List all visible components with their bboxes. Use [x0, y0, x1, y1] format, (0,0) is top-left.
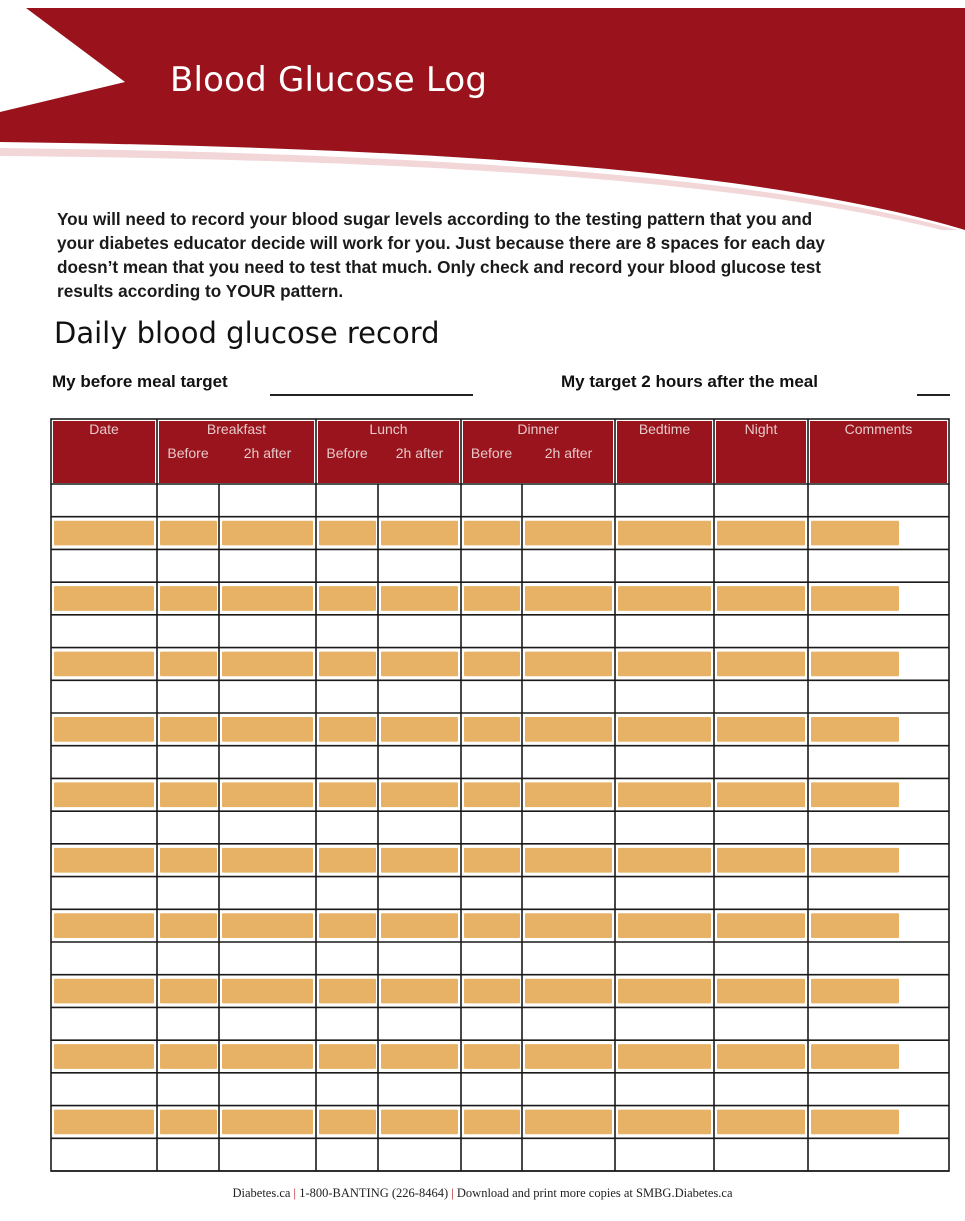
log-cell[interactable]: [808, 680, 949, 713]
row-stripe: [618, 913, 711, 938]
row-stripe: [811, 1044, 899, 1069]
row-stripe: [160, 521, 217, 546]
log-cell[interactable]: [157, 1073, 219, 1106]
log-cell[interactable]: [378, 1073, 461, 1106]
row-stripe: [319, 913, 376, 938]
log-cell[interactable]: [316, 877, 378, 910]
row-stripe: [160, 913, 217, 938]
log-cell[interactable]: [157, 942, 219, 975]
row-stripe: [222, 521, 313, 546]
log-cell[interactable]: [615, 942, 714, 975]
log-cell[interactable]: [522, 1073, 615, 1106]
header-label-night: Night: [744, 421, 778, 437]
log-cell[interactable]: [219, 615, 316, 648]
row-stripe: [618, 586, 711, 611]
log-cell[interactable]: [378, 942, 461, 975]
row-stripe: [160, 782, 217, 807]
log-cell[interactable]: [615, 1138, 714, 1171]
row-stripe: [54, 979, 154, 1004]
log-cell[interactable]: [461, 942, 522, 975]
footer-site: Diabetes.ca: [232, 1186, 291, 1200]
header-sublabel-lunch-2h-after: 2h after: [395, 445, 444, 461]
header-label-bedtime: Bedtime: [638, 421, 691, 437]
log-cell[interactable]: [378, 615, 461, 648]
log-cell[interactable]: [808, 1073, 949, 1106]
footer-separator: |: [293, 1186, 300, 1200]
row-stripe: [464, 521, 520, 546]
row-stripe: [160, 652, 217, 677]
table-header: [53, 421, 947, 483]
log-cell[interactable]: [51, 549, 157, 582]
log-cell[interactable]: [522, 746, 615, 779]
row-stripe: [717, 1110, 805, 1135]
before-meal-target-label: My before meal target: [52, 372, 228, 391]
row-stripe: [222, 1110, 313, 1135]
row-stripe: [525, 586, 612, 611]
footer: [0, 1186, 965, 1201]
row-stripe: [222, 717, 313, 742]
row-stripe: [222, 782, 313, 807]
row-stripe: [381, 979, 458, 1004]
log-cell[interactable]: [51, 877, 157, 910]
log-cell[interactable]: [378, 1007, 461, 1040]
row-stripe: [222, 979, 313, 1004]
row-stripe: [464, 717, 520, 742]
log-cell[interactable]: [157, 680, 219, 713]
row-stripe: [464, 848, 520, 873]
log-cell[interactable]: [51, 746, 157, 779]
row-stripe: [717, 979, 805, 1004]
row-stripe: [525, 1044, 612, 1069]
log-cell[interactable]: [316, 746, 378, 779]
row-stripe: [464, 979, 520, 1004]
log-cell[interactable]: [714, 877, 808, 910]
table-row: [51, 680, 949, 713]
row-stripe: [717, 913, 805, 938]
table-row: [51, 1106, 949, 1139]
table-row: [51, 648, 949, 681]
log-cell[interactable]: [219, 1073, 316, 1106]
row-stripe: [319, 979, 376, 1004]
row-stripe: [717, 652, 805, 677]
log-cell[interactable]: [219, 1007, 316, 1040]
row-stripe: [464, 782, 520, 807]
header-sublabel-dinner-2h-after: 2h after: [544, 445, 593, 461]
header-label-lunch: Lunch: [369, 421, 408, 437]
log-cell[interactable]: [808, 877, 949, 910]
log-cell[interactable]: [378, 811, 461, 844]
table-row: [51, 909, 949, 942]
log-cell[interactable]: [522, 1138, 615, 1171]
row-stripe: [319, 717, 376, 742]
row-stripe: [54, 913, 154, 938]
row-stripe: [160, 1044, 217, 1069]
log-cell[interactable]: [522, 615, 615, 648]
table-row: [51, 1138, 949, 1171]
row-stripe: [811, 652, 899, 677]
row-stripe: [464, 1110, 520, 1135]
row-stripe: [319, 782, 376, 807]
log-cell[interactable]: [51, 942, 157, 975]
table-row: [51, 484, 949, 517]
log-cell[interactable]: [522, 942, 615, 975]
page-title: Blood Glucose Log: [170, 60, 488, 100]
log-cell[interactable]: [51, 680, 157, 713]
row-stripe: [811, 979, 899, 1004]
header-sublabel-breakfast-2h-after: 2h after: [243, 445, 292, 461]
row-stripe: [160, 717, 217, 742]
log-cell[interactable]: [157, 877, 219, 910]
log-cell[interactable]: [378, 746, 461, 779]
log-cell[interactable]: [522, 484, 615, 517]
row-stripe: [319, 521, 376, 546]
table-row: [51, 844, 949, 877]
row-stripe: [525, 717, 612, 742]
log-cell[interactable]: [316, 811, 378, 844]
log-cell[interactable]: [615, 877, 714, 910]
log-cell[interactable]: [219, 942, 316, 975]
log-cell[interactable]: [316, 942, 378, 975]
row-stripe: [525, 848, 612, 873]
row-stripe: [464, 1044, 520, 1069]
row-stripe: [381, 717, 458, 742]
header-label-breakfast: Breakfast: [206, 421, 267, 437]
log-cell[interactable]: [714, 811, 808, 844]
log-cell[interactable]: [157, 811, 219, 844]
table-row: [51, 615, 949, 648]
log-cell[interactable]: [219, 877, 316, 910]
row-stripe: [381, 782, 458, 807]
row-stripe: [525, 979, 612, 1004]
row-stripe: [319, 1110, 376, 1135]
row-stripe: [811, 586, 899, 611]
table-row: [51, 582, 949, 615]
row-stripe: [54, 1044, 154, 1069]
table-row: [51, 975, 949, 1008]
table-row: [51, 778, 949, 811]
log-cell[interactable]: [461, 680, 522, 713]
row-stripe: [811, 913, 899, 938]
row-stripe: [222, 586, 313, 611]
footer-download: Download and print more copies at SMBG.Diabetes.ca: [456, 1186, 733, 1200]
log-cell[interactable]: [615, 1073, 714, 1106]
row-stripe: [618, 1110, 711, 1135]
log-cell[interactable]: [615, 746, 714, 779]
row-stripe: [54, 521, 154, 546]
log-cell[interactable]: [714, 942, 808, 975]
header-label-dinner: Dinner: [517, 421, 559, 437]
log-cell[interactable]: [615, 484, 714, 517]
log-cell[interactable]: [157, 484, 219, 517]
log-cell[interactable]: [615, 549, 714, 582]
row-stripe: [381, 521, 458, 546]
log-cell[interactable]: [714, 1007, 808, 1040]
log-cell[interactable]: [461, 746, 522, 779]
row-stripe: [381, 1110, 458, 1135]
header-label-date: Date: [89, 421, 119, 437]
log-cell[interactable]: [615, 680, 714, 713]
row-stripe: [717, 782, 805, 807]
row-stripe: [811, 521, 899, 546]
row-stripe: [222, 913, 313, 938]
log-cell[interactable]: [316, 615, 378, 648]
row-stripe: [525, 521, 612, 546]
row-stripe: [618, 848, 711, 873]
log-cell[interactable]: [316, 484, 378, 517]
log-cell[interactable]: [51, 811, 157, 844]
row-stripe: [618, 521, 711, 546]
row-stripe: [160, 848, 217, 873]
log-cell[interactable]: [808, 615, 949, 648]
log-cell[interactable]: [316, 1007, 378, 1040]
log-cell[interactable]: [714, 680, 808, 713]
log-cell[interactable]: [219, 680, 316, 713]
table-row: [51, 517, 949, 550]
log-cell[interactable]: [461, 1007, 522, 1040]
table-row: [51, 713, 949, 746]
row-stripe: [717, 848, 805, 873]
log-cell[interactable]: [808, 549, 949, 582]
row-stripe: [381, 586, 458, 611]
table-row: [51, 1007, 949, 1040]
row-stripe: [222, 652, 313, 677]
table-row: [51, 746, 949, 779]
log-cell[interactable]: [51, 1007, 157, 1040]
row-stripe: [54, 782, 154, 807]
row-stripe: [160, 979, 217, 1004]
table-row: [51, 811, 949, 844]
log-cell[interactable]: [808, 1007, 949, 1040]
row-stripe: [618, 1044, 711, 1069]
log-cell[interactable]: [219, 746, 316, 779]
footer-separator: |: [451, 1186, 457, 1200]
log-cell[interactable]: [378, 877, 461, 910]
row-stripe: [381, 848, 458, 873]
log-cell[interactable]: [157, 1007, 219, 1040]
log-cell[interactable]: [714, 615, 808, 648]
row-stripe: [54, 717, 154, 742]
log-cell[interactable]: [219, 811, 316, 844]
row-stripe: [319, 652, 376, 677]
row-stripe: [54, 586, 154, 611]
section-heading: Daily blood glucose record: [54, 316, 440, 350]
log-cell[interactable]: [522, 811, 615, 844]
log-cell[interactable]: [522, 549, 615, 582]
log-cell[interactable]: [378, 1138, 461, 1171]
row-stripe: [525, 652, 612, 677]
log-cell[interactable]: [378, 549, 461, 582]
header-sublabel-lunch-before: Before: [326, 445, 368, 461]
row-stripe: [319, 1044, 376, 1069]
log-cell[interactable]: [615, 1007, 714, 1040]
log-cell[interactable]: [615, 615, 714, 648]
row-stripe: [381, 652, 458, 677]
row-stripe: [464, 586, 520, 611]
log-cell[interactable]: [157, 615, 219, 648]
row-stripe: [811, 848, 899, 873]
row-stripe: [618, 782, 711, 807]
log-cell[interactable]: [461, 877, 522, 910]
log-cell[interactable]: [378, 484, 461, 517]
log-cell[interactable]: [461, 484, 522, 517]
log-cell[interactable]: [714, 484, 808, 517]
log-cell[interactable]: [522, 877, 615, 910]
row-stripe: [160, 1110, 217, 1135]
row-stripe: [54, 1110, 154, 1135]
row-stripe: [54, 652, 154, 677]
row-stripe: [717, 586, 805, 611]
log-cell[interactable]: [522, 1007, 615, 1040]
row-stripe: [160, 586, 217, 611]
log-cell[interactable]: [51, 484, 157, 517]
log-cell[interactable]: [316, 680, 378, 713]
row-stripe: [618, 979, 711, 1004]
table-row: [51, 1073, 949, 1106]
log-cell[interactable]: [808, 811, 949, 844]
log-cell[interactable]: [714, 746, 808, 779]
row-stripe: [618, 652, 711, 677]
log-cell[interactable]: [714, 549, 808, 582]
log-cell[interactable]: [461, 1138, 522, 1171]
log-cell[interactable]: [714, 1073, 808, 1106]
row-stripe: [717, 1044, 805, 1069]
table-body: [51, 484, 949, 1171]
log-cell[interactable]: [808, 942, 949, 975]
log-cell[interactable]: [808, 484, 949, 517]
table-row: [51, 1040, 949, 1073]
row-stripe: [525, 913, 612, 938]
row-stripe: [811, 1110, 899, 1135]
log-cell[interactable]: [316, 1073, 378, 1106]
header-sublabel-dinner-before: Before: [470, 445, 513, 461]
log-cell[interactable]: [316, 1138, 378, 1171]
log-cell[interactable]: [157, 746, 219, 779]
log-cell[interactable]: [615, 811, 714, 844]
row-stripe: [381, 1044, 458, 1069]
row-stripe: [618, 717, 711, 742]
row-stripe: [319, 586, 376, 611]
row-stripe: [319, 848, 376, 873]
row-stripe: [464, 652, 520, 677]
row-stripe: [717, 521, 805, 546]
footer-phone: 1-800-BANTING (226-8464): [299, 1186, 449, 1200]
row-stripe: [381, 913, 458, 938]
log-cell[interactable]: [157, 549, 219, 582]
log-cell[interactable]: [714, 1138, 808, 1171]
log-cell[interactable]: [808, 746, 949, 779]
log-cell[interactable]: [378, 680, 461, 713]
log-cell[interactable]: [51, 1138, 157, 1171]
row-stripe: [811, 717, 899, 742]
row-stripe: [464, 913, 520, 938]
log-cell[interactable]: [461, 615, 522, 648]
log-cell[interactable]: [522, 680, 615, 713]
log-cell[interactable]: [51, 615, 157, 648]
log-cell[interactable]: [219, 484, 316, 517]
row-stripe: [54, 848, 154, 873]
log-cell[interactable]: [316, 549, 378, 582]
table-row: [51, 549, 949, 582]
row-stripe: [222, 848, 313, 873]
log-cell[interactable]: [461, 549, 522, 582]
log-cell[interactable]: [157, 1138, 219, 1171]
log-cell[interactable]: [51, 1073, 157, 1106]
row-stripe: [525, 782, 612, 807]
table-row: [51, 877, 949, 910]
header-sublabel-breakfast-before: Before: [167, 445, 209, 461]
log-cell[interactable]: [461, 811, 522, 844]
header-label-comments: Comments: [844, 421, 913, 437]
row-stripe: [525, 1110, 612, 1135]
log-cell[interactable]: [219, 549, 316, 582]
row-stripe: [811, 782, 899, 807]
log-cell[interactable]: [219, 1138, 316, 1171]
log-cell[interactable]: [808, 1138, 949, 1171]
row-stripe: [222, 1044, 313, 1069]
table-row: [51, 942, 949, 975]
intro-paragraph: You will need to record your blood sugar levels according to the testing pattern that you and your diabetes educator decide will work for you. Just because there are 8 spaces for each day doesn’t mean that you need to test that much. Only check and record your blood glucose test results according to YOUR pattern.: [57, 209, 825, 301]
log-cell[interactable]: [461, 1073, 522, 1106]
row-stripe: [717, 717, 805, 742]
after-meal-target-label: My target 2 hours after the meal: [561, 372, 818, 391]
